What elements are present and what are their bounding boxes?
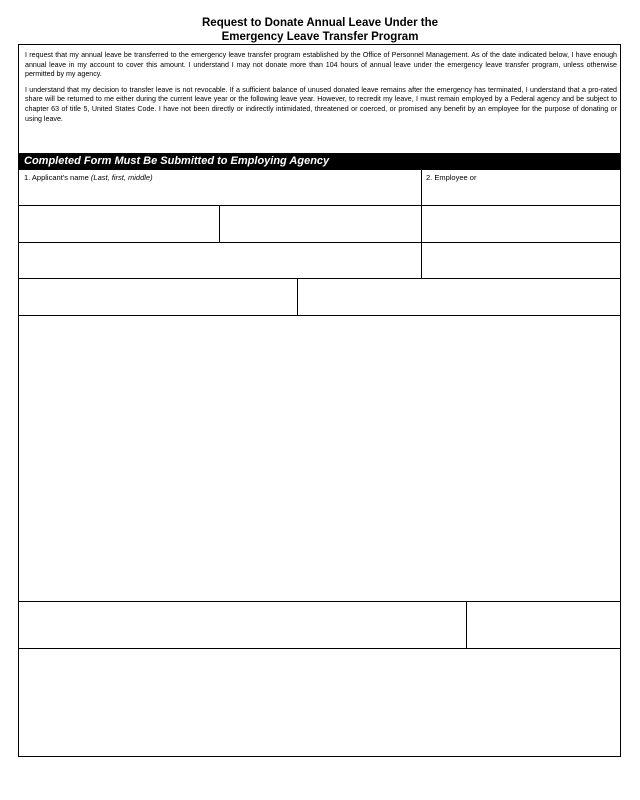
divider [297, 278, 298, 315]
field-row2-col2[interactable] [220, 206, 420, 242]
field-row4-col1[interactable] [19, 279, 296, 314]
field-row6-col1[interactable] [19, 602, 465, 647]
field-row3-col1[interactable] [19, 243, 420, 278]
divider [18, 601, 621, 602]
form-title-line-1: Request to Donate Annual Leave Under the [202, 17, 438, 29]
large-field-area[interactable] [19, 316, 620, 600]
employee-field[interactable] [422, 171, 620, 205]
submission-banner: Completed Form Must Be Submitted to Employing Agency [18, 153, 621, 170]
field-row6-col2[interactable] [467, 602, 620, 647]
divider [18, 242, 621, 243]
intro-paragraph-1: I request that my annual leave be transferred to the emergency leave transfer program established by the Office of Personnel Management. As of the date indicated below, I have enough annual leave in my account to cover this amount. I understand I may not donate more than 104 hours of annual leave under the emergency leave transfer program, unless otherwise permitted by my agency. [25, 51, 617, 79]
divider [466, 601, 467, 648]
form-title-line-2: Emergency Leave Transfer Program [221, 31, 419, 43]
field-row3-col2[interactable] [422, 243, 620, 278]
divider [18, 648, 621, 649]
applicant-name-field[interactable] [19, 171, 421, 205]
divider [219, 205, 220, 242]
field-row4-col2[interactable] [298, 279, 620, 314]
field-row2-col3[interactable] [422, 206, 620, 242]
applicant-name-label-text: 1. Applicant's name [24, 173, 89, 182]
applicant-name-hint: (Last, first, middle) [90, 173, 153, 182]
field-row2-col1[interactable] [19, 206, 218, 242]
bottom-field-area[interactable] [19, 649, 620, 756]
intro-paragraph-2: I understand that my decision to transfer leave is not revocable. If a sufficient balance of unused donated leave remains after the emergency has terminated, I understand that a pro-rated share will be returned to me either during the current leave year or the following leave year. However, to recredit my leave, I must remain employed by a Federal agency and be subject to chapter 63 of title 5, United States Code. I have not been directly or indirectly intimidated, threatened or coerced, or promised any benefit by an employee for the purpose of donating or using leave. [25, 85, 617, 123]
divider [18, 278, 621, 279]
divider [18, 205, 621, 206]
divider [421, 170, 422, 279]
intro-text [25, 51, 617, 130]
divider [18, 315, 621, 316]
employee-label: 2. Employee or [426, 173, 477, 182]
